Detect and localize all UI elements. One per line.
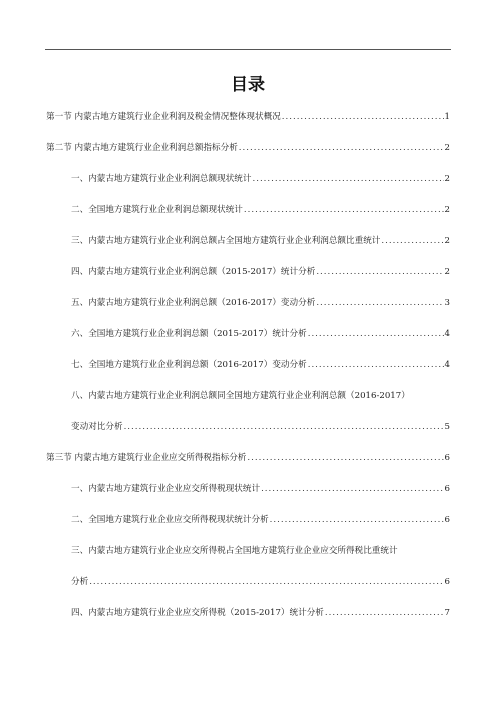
toc-entry-2-7[interactable] bbox=[71, 359, 450, 371]
toc-leader-dots bbox=[381, 235, 443, 247]
toc-leader-dots bbox=[247, 452, 443, 464]
toc-entry-page: 2 bbox=[444, 267, 450, 277]
toc-entry-2-1[interactable] bbox=[71, 173, 450, 185]
toc-leader-dots bbox=[270, 514, 444, 526]
toc-leader-dots bbox=[316, 266, 443, 278]
toc-leader-dots bbox=[261, 483, 443, 495]
toc-entry-2-5[interactable] bbox=[71, 297, 450, 309]
toc-leader-dots bbox=[325, 607, 444, 619]
toc-leader-dots bbox=[252, 173, 443, 185]
toc-entry-3-2[interactable] bbox=[71, 514, 450, 526]
toc-entry-text: 第一节 内蒙古地方建筑行业企业利润及税金情况整体现状概况 bbox=[46, 112, 281, 122]
toc-entry-2-4[interactable] bbox=[71, 266, 450, 278]
toc-leader-dots bbox=[244, 204, 444, 216]
toc-entry-text: 四、内蒙古地方建筑行业企业利润总额（2015-2017）统计分析 bbox=[71, 267, 316, 277]
toc-entry-page: 2 bbox=[444, 174, 450, 184]
toc-entry-section-2[interactable] bbox=[46, 142, 450, 154]
toc-leader-dots bbox=[308, 328, 444, 340]
toc-entry-2-6[interactable] bbox=[71, 328, 450, 340]
toc-entry-text: 第二节 内蒙古地方建筑行业企业利润总额指标分析 bbox=[46, 143, 238, 153]
toc-entry-page: 7 bbox=[444, 608, 450, 618]
toc-entry-page: 2 bbox=[444, 143, 450, 153]
toc-title: 目录 bbox=[231, 75, 265, 95]
toc-entry-text: 三、内蒙古地方建筑行业企业利润总额占全国地方建筑行业企业利润总额比重统计 bbox=[71, 236, 381, 246]
toc-entry-page: 6 bbox=[444, 484, 450, 494]
toc-entry-3-3[interactable] bbox=[71, 576, 450, 588]
toc-leader-dots bbox=[308, 359, 444, 371]
toc-leader-dots bbox=[89, 576, 443, 588]
toc-entry-3-4[interactable] bbox=[71, 607, 450, 619]
toc-entry-page: 6 bbox=[444, 577, 450, 587]
toc-leader-dots bbox=[124, 421, 444, 433]
toc-entry-page: 2 bbox=[444, 205, 450, 215]
toc-entry-text: 二、全国地方建筑行业企业利润总额现状统计 bbox=[71, 205, 243, 215]
toc-entry-3-3-line1[interactable]: 三、内蒙古地方建筑行业企业应交所得税占全国地方建筑行业企业应交所得税比重统计 bbox=[71, 546, 398, 556]
toc-entry-page: 1 bbox=[444, 112, 450, 122]
toc-entry-2-2[interactable] bbox=[71, 204, 450, 216]
toc-entry-text: 六、全国地方建筑行业企业利润总额（2015-2017）统计分析 bbox=[71, 329, 307, 339]
toc-entry-text: 第三节 内蒙古地方建筑行业企业应交所得税指标分析 bbox=[46, 453, 247, 463]
toc-leader-dots bbox=[282, 111, 444, 123]
toc-entry-text: 一、内蒙古地方建筑行业企业应交所得税现状统计 bbox=[71, 484, 261, 494]
toc-entry-section-3[interactable] bbox=[46, 452, 450, 464]
toc-entry-section-1[interactable] bbox=[46, 111, 450, 123]
toc-entry-text: 四、内蒙古地方建筑行业企业应交所得税（2015-2017）统计分析 bbox=[71, 608, 324, 618]
toc-entry-text: 分析 bbox=[71, 577, 89, 587]
toc-entry-page: 5 bbox=[444, 422, 450, 432]
toc-entry-2-8-line1[interactable]: 八、内蒙古地方建筑行业企业利润总额同全国地方建筑行业企业利润总额（2016-2017） bbox=[71, 391, 410, 401]
toc-entry-page: 4 bbox=[444, 329, 450, 339]
toc-entry-page: 6 bbox=[444, 515, 450, 525]
toc-entry-text: 变动对比分析 bbox=[71, 422, 123, 432]
toc-entry-text: 二、全国地方建筑行业企业应交所得税现状统计分析 bbox=[71, 515, 269, 525]
toc-leader-dots bbox=[239, 142, 444, 154]
toc-entry-page: 4 bbox=[444, 360, 450, 370]
toc-leader-dots bbox=[316, 297, 443, 309]
toc-entry-2-3[interactable] bbox=[71, 235, 450, 247]
toc-entry-page: 2 bbox=[444, 236, 450, 246]
toc-entry-text: 一、内蒙古地方建筑行业企业利润总额现状统计 bbox=[71, 174, 252, 184]
toc-entry-text: 五、内蒙古地方建筑行业企业利润总额（2016-2017）变动分析 bbox=[71, 298, 316, 308]
toc-entry-text: 七、全国地方建筑行业企业利润总额（2016-2017）变动分析 bbox=[71, 360, 307, 370]
toc-entry-2-8[interactable] bbox=[71, 421, 450, 433]
toc-entry-page: 3 bbox=[444, 298, 450, 308]
header-rule bbox=[45, 49, 451, 50]
toc-entry-3-1[interactable] bbox=[71, 483, 450, 495]
toc-entry-page: 6 bbox=[444, 453, 450, 463]
